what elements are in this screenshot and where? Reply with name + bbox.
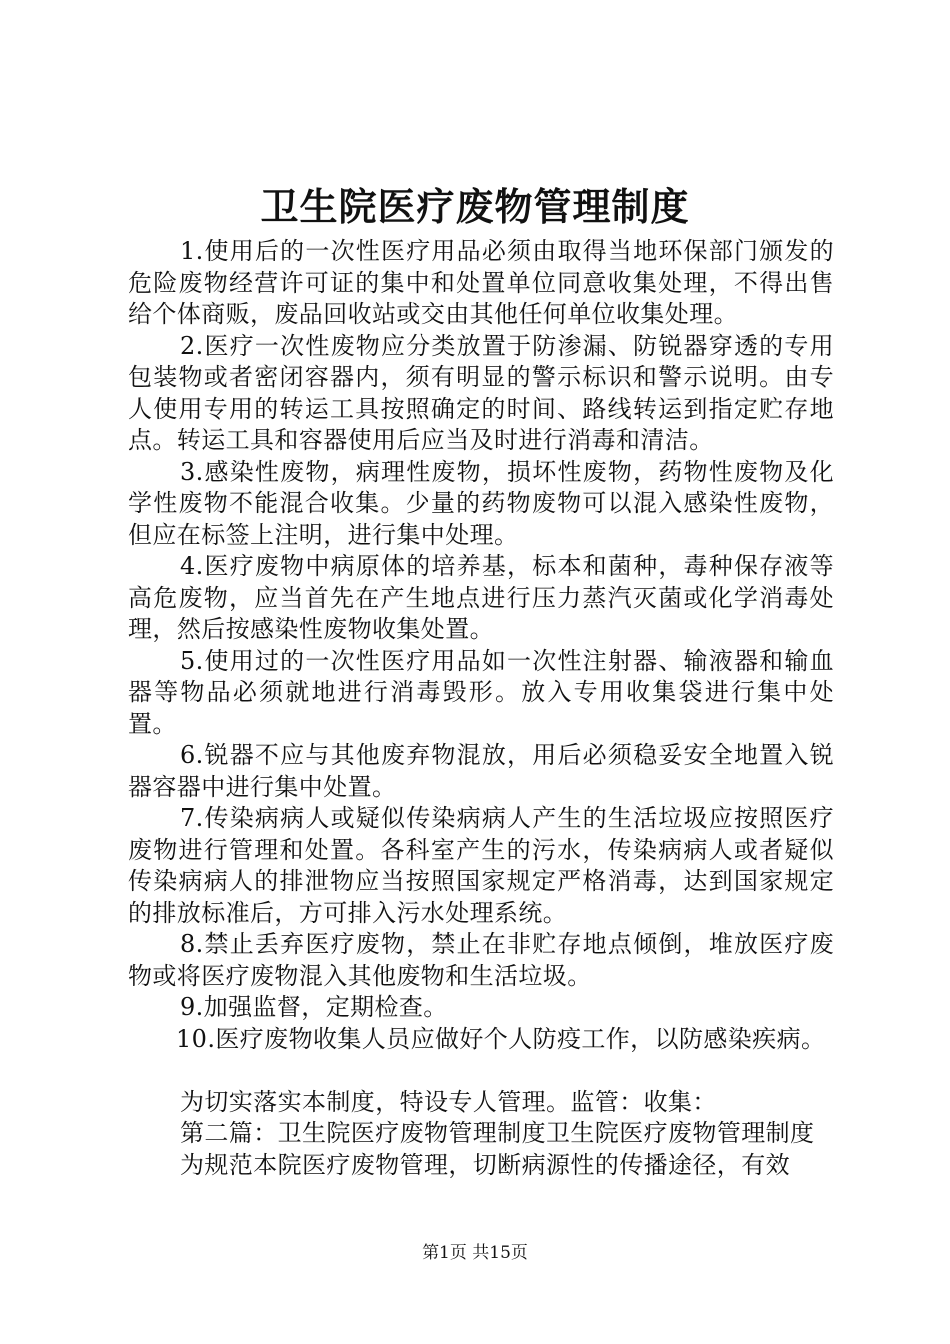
document-title: 卫生院医疗废物管理制度 bbox=[260, 184, 690, 229]
rule-paragraph-3: 3.感染性废物，病理性废物，损坏性废物，药物性废物及化学性废物不能混合收集。少量的药物废物可以混入感染性废物，但应在标签上注明，进行集中处理。 bbox=[128, 457, 834, 549]
rule-paragraph-10: 10.医疗废物收集人员应做好个人防疫工作，以防感染疾病。 bbox=[176, 1024, 826, 1053]
second-section-title: 第二篇：卫生院医疗废物管理制度卫生院医疗废物管理制度 bbox=[180, 1119, 815, 1147]
second-section-intro: 为规范本院医疗废物管理，切断病源性的传播途径，有效 bbox=[180, 1150, 790, 1179]
document-body bbox=[128, 236, 834, 1181]
rule-paragraph-7: 7.传染病病人或疑似传染病病人产生的生活垃圾应按照医疗废物进行管理和处置。各科室产生的污水，传染病病人或者疑似传染病病人的排泄物应当按照国家规定严格消毒，达到国家规定的排放标准后，方可排入污水处理系统。 bbox=[128, 804, 834, 927]
rule-paragraph-8: 8.禁止丢弃医疗废物，禁止在非贮存地点倾倒，堆放医疗废物或将医疗废物混入其他废物和生活垃圾。 bbox=[128, 930, 834, 990]
rule-paragraph-6: 6.锐器不应与其他废弃物混放，用后必须稳妥安全地置入锐器容器中进行集中处置。 bbox=[128, 741, 834, 801]
supervision-line: 为切实落实本制度，特设专人管理。监管：收集： bbox=[180, 1087, 717, 1116]
rule-paragraph-2: 2.医疗一次性废物应分类放置于防渗漏、防锐器穿透的专用包装物或者密闭容器内，须有明显的警示标识和警示说明。由专人使用专用的转运工具按照确定的时间、路线转运到指定贮存地点。转运工具和容器使用后应当及时进行消毒和清洁。 bbox=[128, 331, 834, 454]
page-number: 第1页 共15页 bbox=[422, 1243, 528, 1263]
rule-paragraph-9: 9.加强监督，定期检查。 bbox=[180, 993, 448, 1021]
rule-paragraph-1: 1.使用后的一次性医疗用品必须由取得当地环保部门颁发的危险废物经营许可证的集中和处置单位同意收集处理，不得出售给个体商贩，废品回收站或交由其他任何单位收集处理。 bbox=[128, 237, 834, 328]
rule-paragraph-5: 5.使用过的一次性医疗用品如一次性注射器、输液器和输血器等物品必须就地进行消毒毁形。放入专用收集袋进行集中处置。 bbox=[128, 646, 834, 738]
rule-paragraph-4: 4.医疗废物中病原体的培养基，标本和菌种，毒种保存液等高危废物，应当首先在产生地点进行压力蒸汽灭菌或化学消毒处理，然后按感染性废物收集处置。 bbox=[128, 552, 834, 643]
